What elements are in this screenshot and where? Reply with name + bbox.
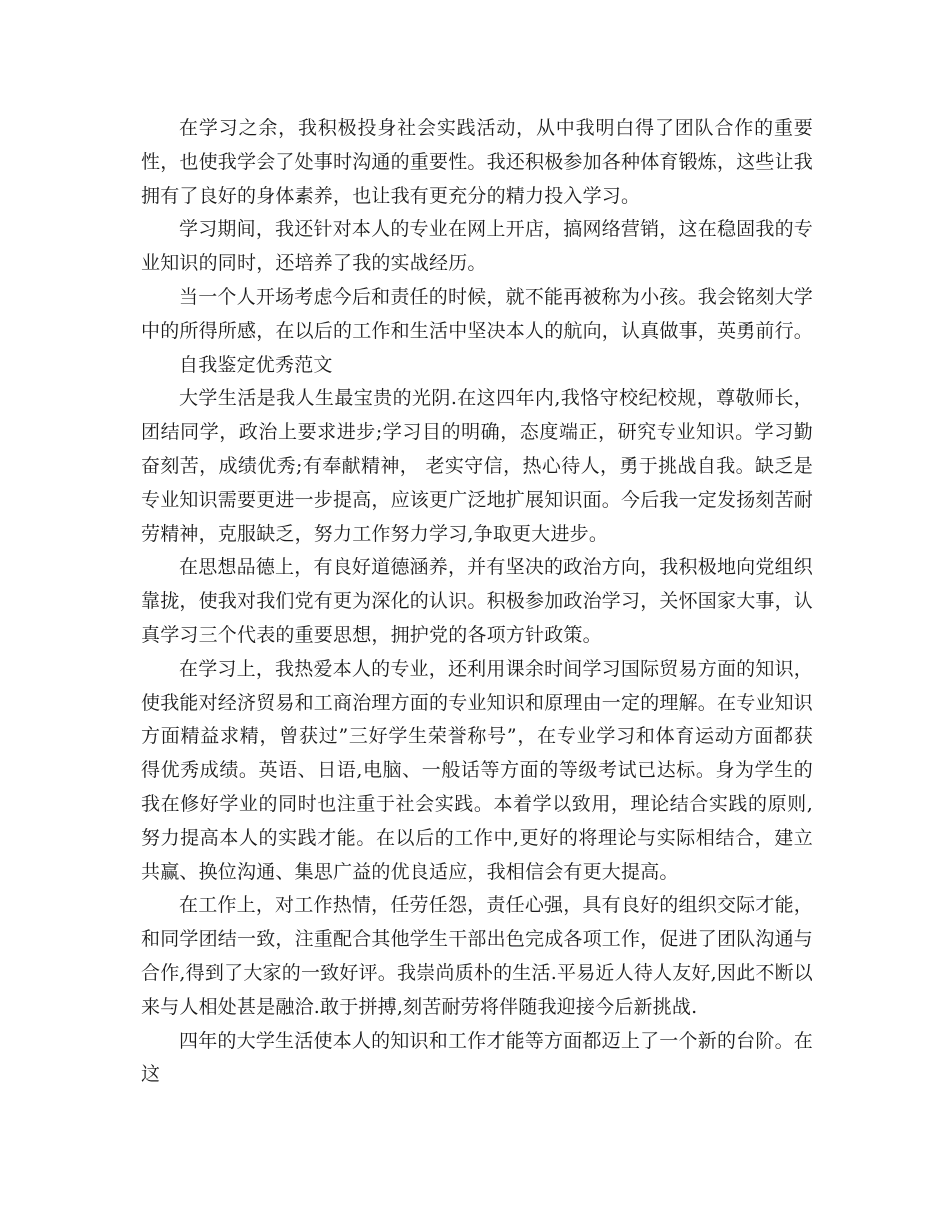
paragraph-four-years: 四年的大学生活使本人的知识和工作才能等方面都迈上了一个新的台阶。在这 xyxy=(141,1029,813,1086)
paragraph-responsibility: 当一个人开场考虑今后和责任的时候，就不能再被称为小孩。我会铭刻大学中的所得所感，在以后的工作和生活中坚决本人的航向，认真做事，英勇前行。 xyxy=(141,285,814,342)
paragraph-social-practice: 在学习之余，我积极投身社会实践活动，从中我明白得了团队合作的重要性，也使我学会了处事时沟通的重要性。我还积极参加各种体育锻炼，这些让我拥有了良好的身体素养，也让我有更充分的精力投入学习。 xyxy=(141,117,814,207)
paragraph-online-store: 学习期间，我还针对本人的专业在网上开店，搞网络营销，这在稳固我的专业知识的同时，还培养了我的实战经历。 xyxy=(141,218,813,275)
paragraph-work: 在工作上，对工作热情，任劳任怨，责任心强，具有良好的组织交际才能，和同学团结一致，注重配合其他学生干部出色完成各项工作，促进了团队沟通与合作,得到了大家的一致好评。我崇尚质朴的生活.平易近人待人友好,因此不断以来与人相处甚是融洽.敢于拼搏,刻苦耐劳将伴随我迎接今后新挑战. xyxy=(141,894,814,1018)
section-heading: 自我鉴定优秀范文 xyxy=(179,353,333,376)
document-page xyxy=(141,112,813,1092)
paragraph-university-life: 大学生活是我人生最宝贵的光阴.在这四年内,我恪守校纪校规，尊敬师长，团结同学，政治上要求进步;学习目的明确，态度端正，研究专业知识。学习勤奋刻苦，成绩优秀;有奉献精神， 老实守信，热心待人，勇于挑战自我。缺乏是专业知识需要更进一步提高，应该更广泛地扩展知识面。今后我一定发扬刻苦耐劳精神，克服缺乏，努力工作努力学习,争取更大进步。 xyxy=(141,387,814,545)
paragraph-study: 在学习上，我热爱本人的专业，还利用课余时间学习国际贸易方面的知识，使我能对经济贸易和工商治理方面的专业知识和原理由一定的理解。在专业知识方面精益求精，曾获过”三好学生荣誉称号”，在专业学习和体育运动方面都获得优秀成绩。英语、日语,电脑、一般话等方面的等级考试已达标。身为学生的我在修好学业的同时也注重于社会实践。本着学以致用，理论结合实践的原则,努力提高本人的实践才能。在以后的工作中,更好的将理论与实际相结合，建立共赢、换位沟通、集思广益的优良适应，我相信会有更大提高。 xyxy=(141,657,814,883)
paragraph-ideology: 在思想品德上，有良好道德涵养，并有坚决的政治方向，我积极地向党组织靠拢，使我对我们党有更为深化的认识。积极参加政治学习，关怀国家大事，认真学习三个代表的重要思想，拥护党的各项方针政策。 xyxy=(141,556,814,646)
